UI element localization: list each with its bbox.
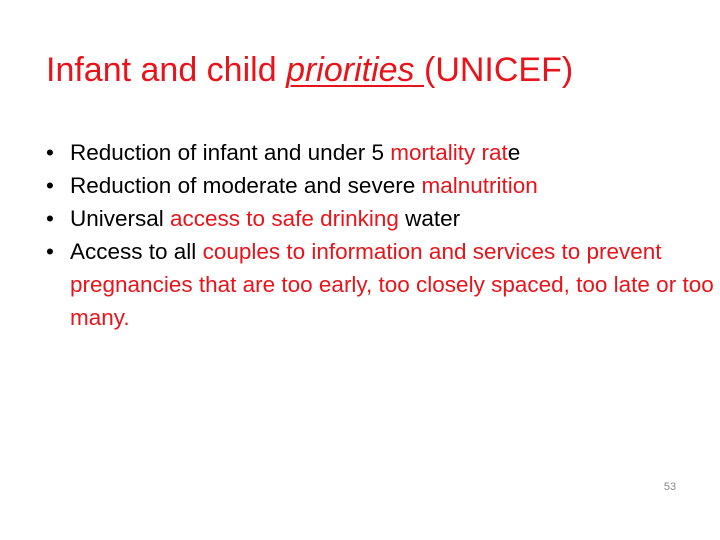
bullet-item <box>46 202 714 235</box>
title-emphasis: priorities <box>286 51 424 89</box>
bullet-highlight: access to safe drinking <box>170 206 399 231</box>
bullet-highlight: couples to information and services to prevent pregnancies that are too early, too closely spaced, too late or too many. <box>70 239 714 330</box>
title-org: (UNICEF) <box>424 51 574 89</box>
bullet-dot-icon: • <box>46 173 54 198</box>
slide-title <box>46 48 573 92</box>
bullet-text: e <box>507 140 521 165</box>
bullet-text: Access to all <box>70 239 203 264</box>
bullet-text: Reduction of infant and under 5 <box>70 140 391 165</box>
bullet-text: Universal <box>70 206 171 231</box>
bullet-highlight: mortality rat <box>390 140 508 165</box>
title-text: Infant and child <box>46 51 287 89</box>
bullet-item <box>46 169 714 202</box>
bullet-dot-icon: • <box>46 239 54 264</box>
bullet-text: Reduction of moderate and severe <box>70 173 422 198</box>
bullet-item <box>46 136 714 169</box>
bullet-highlight: malnutrition <box>421 173 538 198</box>
bullet-text: water <box>398 206 461 231</box>
slide-number: 53 <box>663 481 677 493</box>
bullet-list <box>46 136 714 334</box>
bullet-dot-icon: • <box>46 206 54 231</box>
bullet-item <box>46 235 714 334</box>
bullet-dot-icon: • <box>46 140 54 165</box>
